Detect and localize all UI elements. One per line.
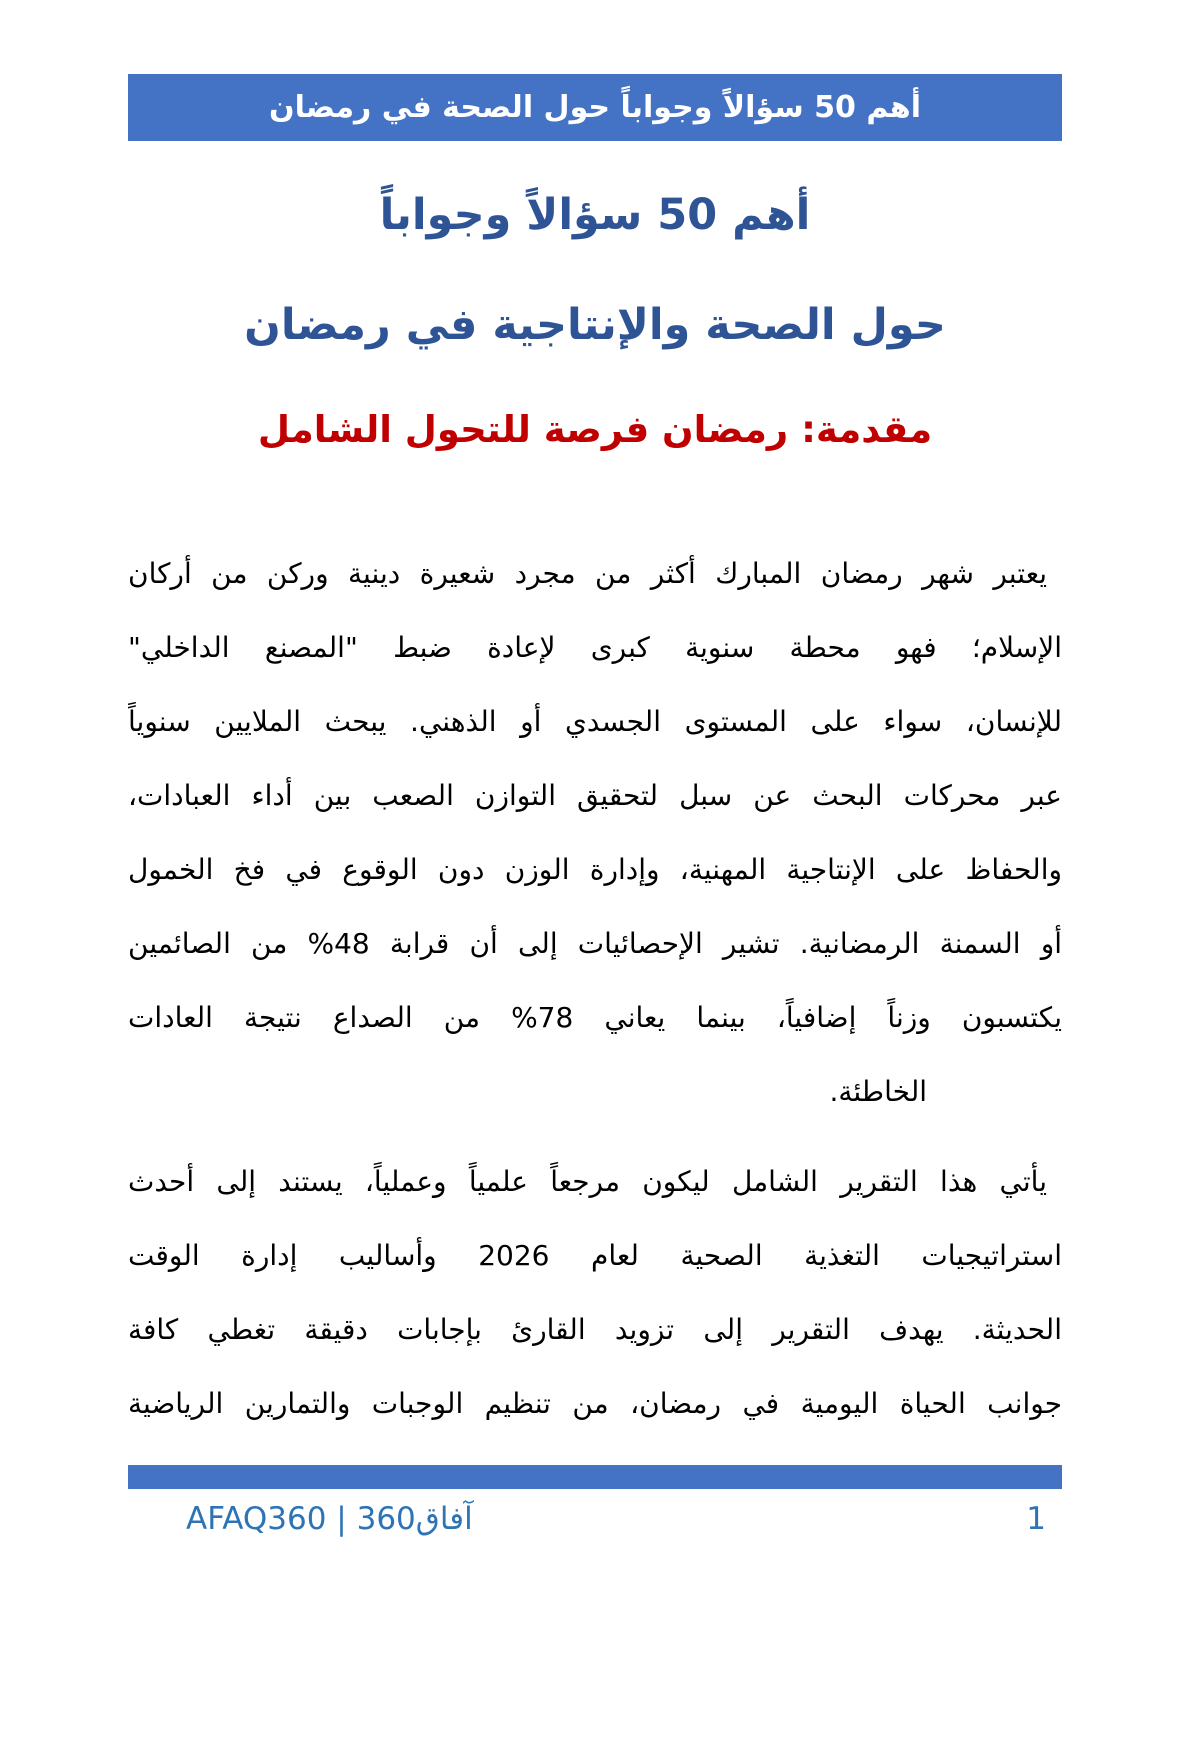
footer-divider-bar [128,1465,1062,1489]
paragraph-line: يكتسبون وزناً إضافياً، بينما يعاني 78% من الصداع نتيجة العادات [128,1001,1062,1034]
document-page [0,74,1190,1757]
paragraph-line: يعتبر شهر رمضان المبارك أكثر من مجرد شعيرة دينية وركن من أركان [128,557,1047,590]
body-paragraph-2 [128,1145,1062,1441]
paragraph-line: يأتي هذا التقرير الشامل ليكون مرجعاً علمياً وعملياً، يستند إلى أحدث [128,1165,1047,1198]
paragraph-line: استراتيجيات التغذية الصحية لعام 2026 وأساليب إدارة الوقت [128,1239,1062,1272]
header-banner-title: أهم 50 سؤالاً وجواباً حول الصحة في رمضان [269,90,921,125]
document-title-line1: أهم 50 سؤالاً وجواباً [379,190,811,240]
footer [128,1501,1062,1537]
footer-brand: آفاق360 | AFAQ360 [186,1501,473,1537]
paragraph-line: الخاطئة. [829,1075,927,1108]
body-text [128,537,1062,1441]
body-paragraph-1 [128,537,1062,1129]
paragraph-line: والحفاظ على الإنتاجية المهنية، وإدارة الوزن دون الوقوع في فخ الخمول [128,853,1062,886]
header-banner [128,74,1062,141]
paragraph-line: للإنسان، سواء على المستوى الجسدي أو الذهني. يبحث الملايين سنوياً [128,705,1062,738]
page-number: 1 [1026,1501,1046,1537]
document-title-line2: حول الصحة والإنتاجية في رمضان [244,300,946,350]
paragraph-line: عبر محركات البحث عن سبل لتحقيق التوازن الصعب بين أداء العبادات، [128,779,1062,812]
paragraph-line: الحديثة. يهدف التقرير إلى تزويد القارئ بإجابات دقيقة تغطي كافة [128,1313,1062,1346]
paragraph-line: الإسلام؛ فهو محطة سنوية كبرى لإعادة ضبط "المصنع الداخلي" [128,631,1062,664]
paragraph-line: أو السمنة الرمضانية. تشير الإحصائيات إلى أن قرابة 48% من الصائمين [128,927,1062,960]
paragraph-line: جوانب الحياة اليومية في رمضان، من تنظيم الوجبات والتمارين الرياضية [128,1387,1062,1420]
section-heading-introduction: مقدمة: رمضان فرصة للتحول الشامل [257,408,933,451]
